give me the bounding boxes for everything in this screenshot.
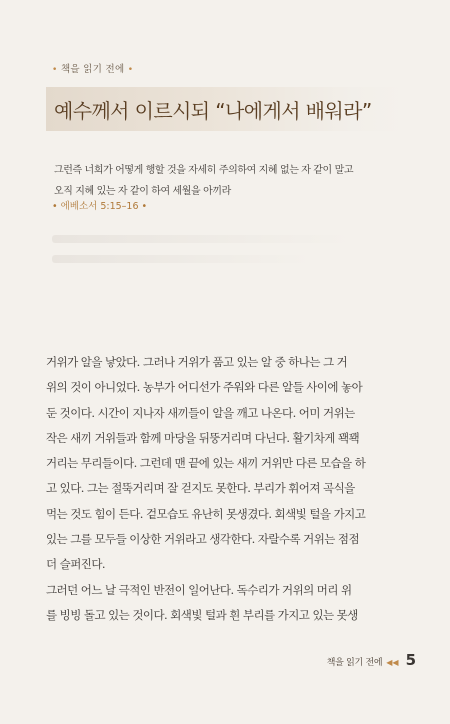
body-line: 그러던 어느 날 극적인 반전이 일어난다. 독수리가 거위의 머리 위 bbox=[46, 582, 352, 597]
section-label-text: 책을 읽기 전에 bbox=[60, 64, 125, 75]
section-label-dot-left: • bbox=[52, 65, 58, 75]
scripture-reference: • 에베소서 5:15–16 • bbox=[52, 201, 148, 212]
show-through-shadow bbox=[52, 255, 312, 263]
body-line: 를 빙빙 돌고 있는 것이다. 회색빛 털과 흰 부리를 가지고 있는 못생 bbox=[46, 607, 358, 622]
body-line: 둔 것이다. 시간이 지나자 새끼들이 알을 깨고 나온다. 어미 거위는 bbox=[46, 405, 355, 420]
quote-line: 오직 지혜 있는 자 같이 하여 세월을 아끼라 bbox=[54, 186, 231, 197]
body-line: 거위가 알을 낳았다. 그러나 거위가 품고 있는 알 중 하나는 그 거 bbox=[46, 355, 348, 369]
chapter-heading-band bbox=[46, 87, 406, 131]
page-footer bbox=[327, 651, 416, 669]
body-line: 거리는 무리들이다. 그런데 맨 끝에 있는 새끼 거위만 다른 모습을 하 bbox=[46, 456, 366, 471]
body-line: 먹는 것도 힘이 든다. 겉모습도 유난히 못생겼다. 회색빛 털을 가지고 bbox=[46, 506, 366, 521]
body-line: 있는 그를 모두들 이상한 거위라고 생각한다. 자랄수록 거위는 점점 bbox=[46, 532, 360, 547]
body-line: 고 있다. 그는 절뚝거리며 잘 걷지도 못한다. 부리가 휘어져 곡식을 bbox=[46, 481, 355, 496]
section-label-dot-right: • bbox=[127, 65, 134, 75]
section-label bbox=[52, 61, 133, 75]
body-text bbox=[46, 350, 411, 628]
scripture-quote bbox=[54, 160, 414, 202]
page-number: 5 bbox=[405, 651, 416, 669]
double-arrow-icon: ◀◀ bbox=[386, 658, 399, 667]
body-line: 더 슬퍼진다. bbox=[46, 557, 106, 572]
body-line: 위의 것이 아니었다. 농부가 어디선가 주워와 다른 알들 사이에 놓아 bbox=[46, 380, 363, 395]
quote-line: 그런즉 너희가 어떻게 행할 것을 자세히 주의하여 지혜 없는 자 같이 말고 bbox=[54, 165, 354, 176]
running-footer-title: 책을 읽기 전에 bbox=[326, 658, 383, 668]
chapter-heading: 예수께서 이르시되 “나에게서 배워라” bbox=[54, 99, 372, 123]
body-line: 작은 새끼 거위들과 함께 마당을 뒤뚱거리며 다닌다. 활기차게 꽥꽥 bbox=[46, 430, 360, 445]
show-through-shadow bbox=[52, 235, 352, 243]
